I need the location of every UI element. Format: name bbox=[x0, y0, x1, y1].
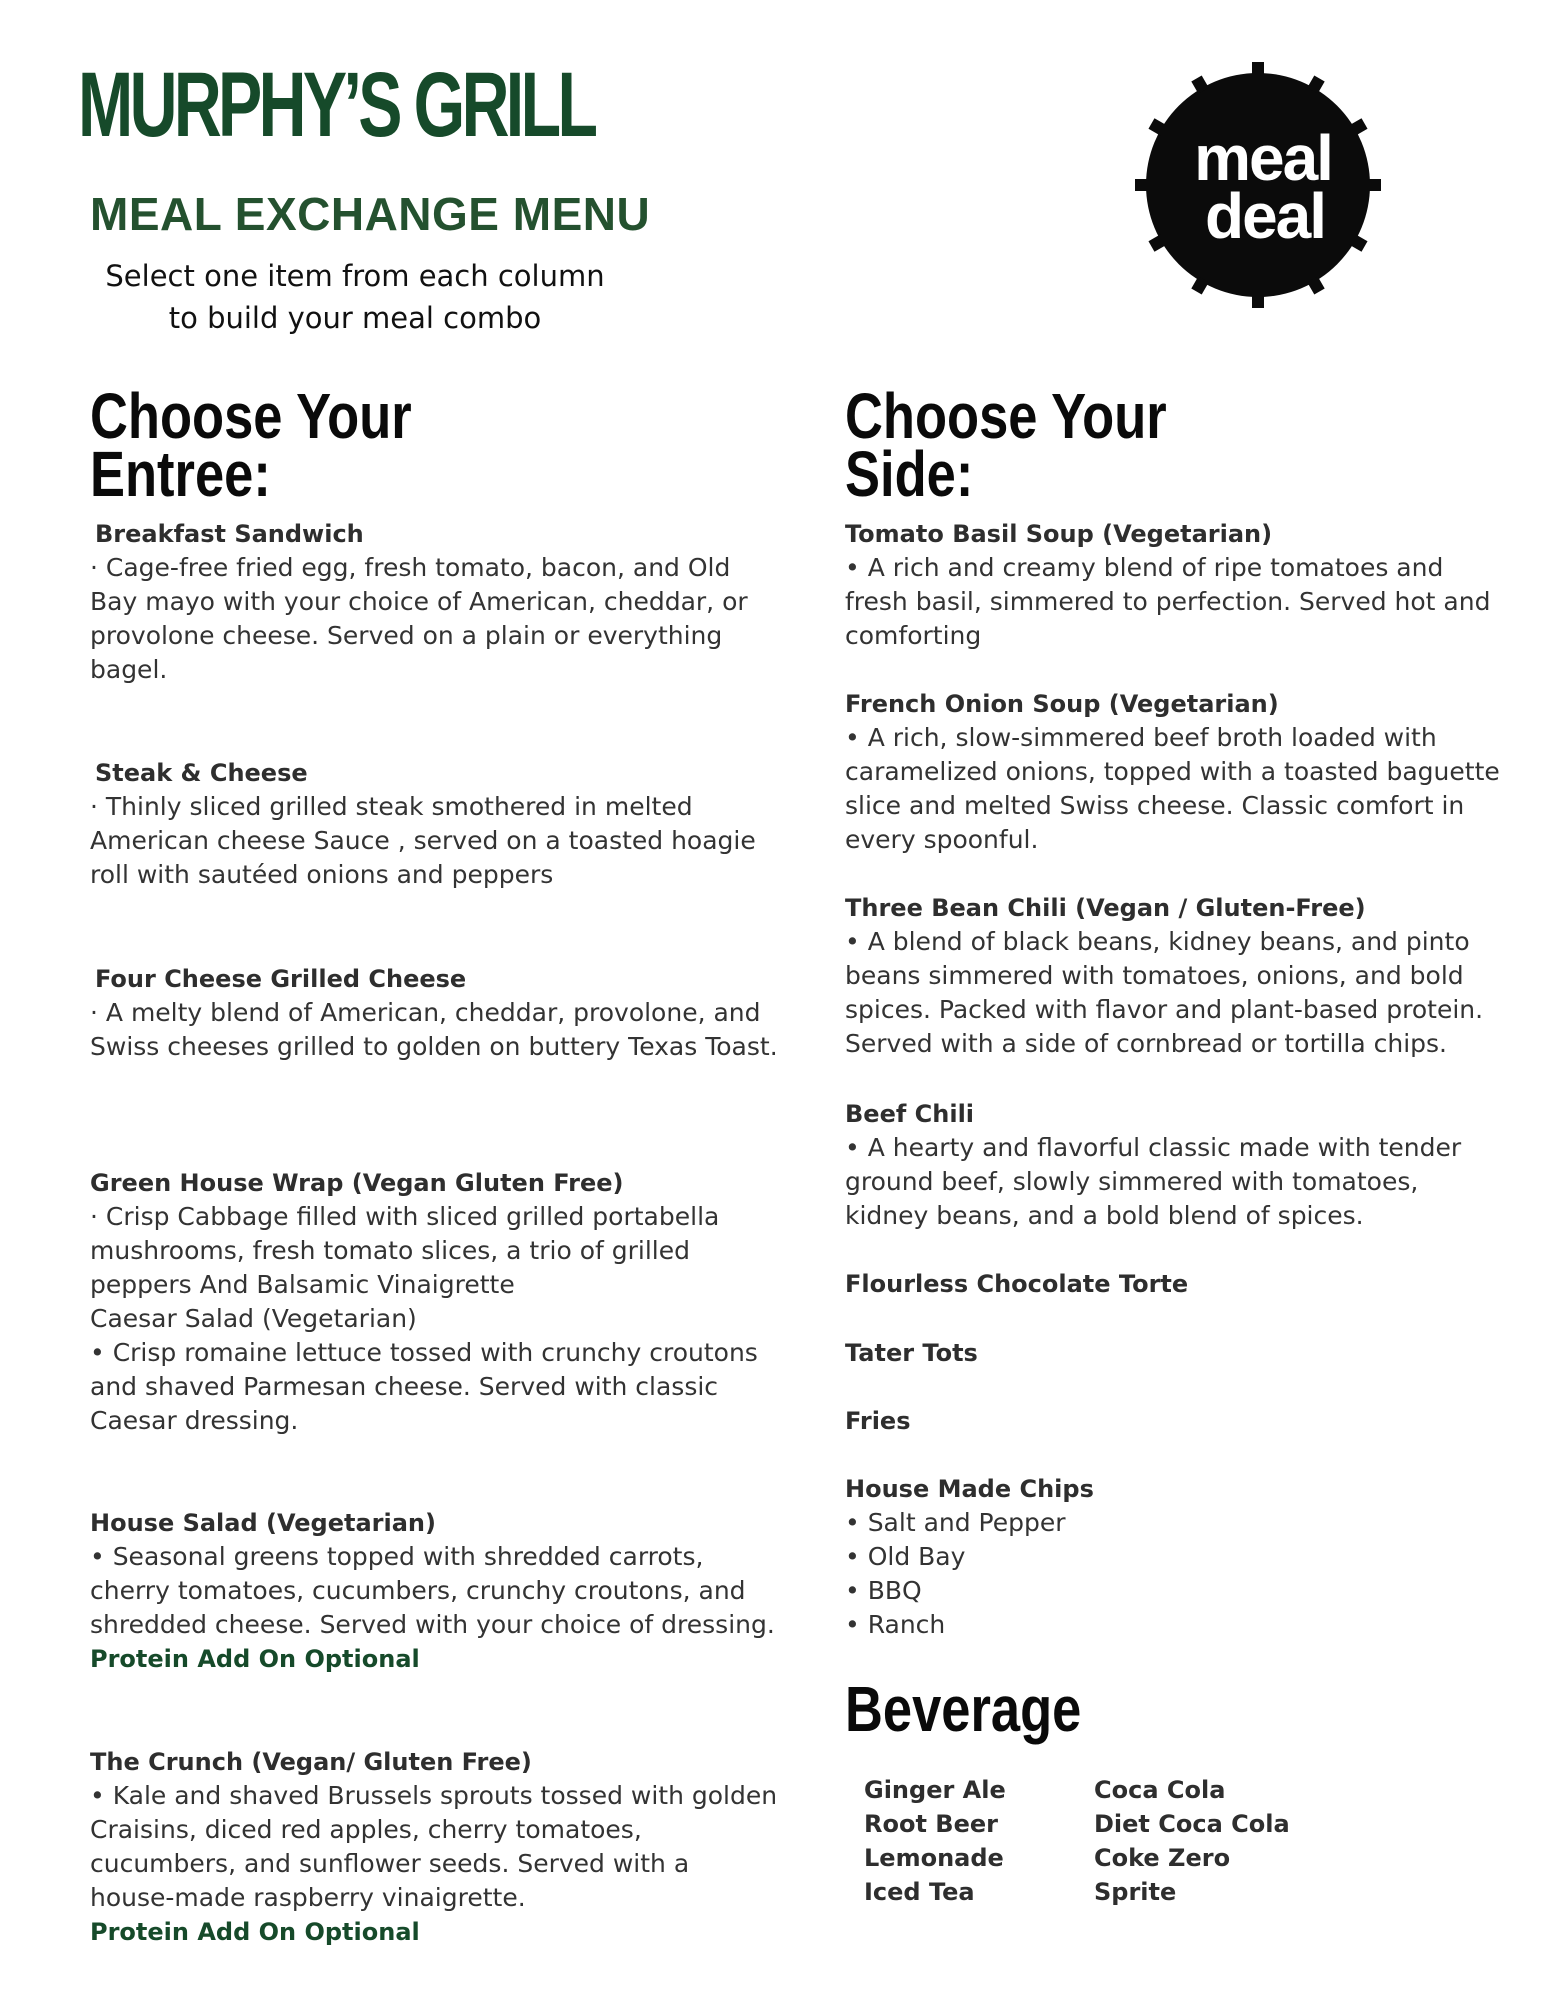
side-item-desc: • A hearty and flavorful classic made with tender ground beef, slowly simmered with tomatoes, kidney beans, and a bold blend of spices. bbox=[845, 1133, 1462, 1230]
beverage-item: Coca Cola bbox=[1094, 1776, 1226, 1804]
side-item-name: Fries bbox=[845, 1407, 911, 1435]
side-item-name: Tater Tots bbox=[845, 1339, 978, 1367]
beverage-item: Lemonade bbox=[864, 1844, 1004, 1872]
entree-item-desc: · Thinly sliced grilled steak smothered in melted American cheese Sauce , served on a toasted hoagie roll with sautéed onions and peppers bbox=[90, 792, 756, 889]
chip-flavor: • Salt and Pepper bbox=[845, 1508, 1066, 1537]
entree-heading-line-2: Entree: bbox=[90, 438, 271, 510]
side-item bbox=[845, 1267, 1505, 1301]
chip-flavor: • Ranch bbox=[845, 1610, 946, 1639]
menu-subtitle: MEAL EXCHANGE MENU bbox=[90, 188, 651, 240]
side-item bbox=[845, 1336, 1505, 1370]
entree-item-extra-name: Caesar Salad (Vegetarian) bbox=[90, 1304, 417, 1333]
entree-item bbox=[90, 962, 780, 1064]
side-item-name: Three Bean Chili (Vegan / Gluten-Free) bbox=[845, 894, 1366, 922]
side-item bbox=[845, 517, 1505, 653]
entree-item-extra-desc: • Crisp romaine lettuce tossed with crunchy croutons and shaved Parmesan cheese. Served with classic Caesar dressing. bbox=[90, 1338, 758, 1435]
side-item bbox=[845, 1404, 1505, 1438]
side-item-desc: • A rich, slow-simmered beef broth loaded with caramelized onions, topped with a toasted baguette slice and melted Swiss cheese. Classic comfort in every spoonful. bbox=[845, 723, 1500, 854]
beverage-item: Sprite bbox=[1094, 1878, 1177, 1906]
side-item-desc: • A blend of black beans, kidney beans, and pinto beans simmered with tomatoes, onions, and bold spices. Packed with flavor and plant-based protein. Served with a side of cornbread or tortilla chips. bbox=[845, 927, 1484, 1058]
entree-item bbox=[90, 517, 780, 687]
meal-deal-logo bbox=[1135, 62, 1381, 308]
logo-text-line-2: deal bbox=[1204, 180, 1326, 252]
chip-flavor: • Old Bay bbox=[845, 1542, 966, 1571]
side-item-name: Flourless Chocolate Torte bbox=[845, 1270, 1189, 1298]
side-heading bbox=[845, 380, 1167, 510]
side-item bbox=[845, 1097, 1505, 1233]
entree-item-name: Green House Wrap (Vegan Gluten Free) bbox=[90, 1169, 624, 1197]
chip-flavor: • BBQ bbox=[845, 1576, 922, 1605]
entree-item-name: Steak & Cheese bbox=[95, 759, 308, 787]
beverage-item: Coke Zero bbox=[1094, 1844, 1231, 1872]
side-heading-line-2: Side: bbox=[845, 438, 974, 510]
logo-text-line-1: meal bbox=[1194, 122, 1332, 194]
entree-item-desc: • Kale and shaved Brussels sprouts tossed with golden Craisins, diced red apples, cherry tomatoes, cucumbers, and sunflower seeds. Served with a house-made raspberry vinaigrette. bbox=[90, 1781, 778, 1912]
beverage-list-1 bbox=[864, 1773, 1006, 1909]
side-item-name: French Onion Soup (Vegetarian) bbox=[845, 690, 1279, 718]
beverage-item: Iced Tea bbox=[864, 1878, 975, 1906]
entree-item-name: Breakfast Sandwich bbox=[95, 520, 364, 548]
protein-addon-note: Protein Add On Optional bbox=[90, 1918, 420, 1946]
protein-addon-note: Protein Add On Optional bbox=[90, 1645, 420, 1673]
beverage-heading: Beverage bbox=[845, 1673, 1082, 1745]
side-item bbox=[845, 687, 1505, 857]
beverage-item: Ginger Ale bbox=[864, 1776, 1006, 1804]
entree-item-desc: · A melty blend of American, cheddar, provolone, and Swiss cheeses grilled to golden on buttery Texas Toast. bbox=[90, 998, 778, 1061]
entree-item bbox=[90, 1166, 780, 1438]
beverage-item: Root Beer bbox=[864, 1810, 998, 1838]
entree-item bbox=[90, 1745, 780, 1949]
side-item-name: Beef Chili bbox=[845, 1100, 975, 1128]
side-item-name: Tomato Basil Soup (Vegetarian) bbox=[845, 520, 1273, 548]
beverage-list-2 bbox=[1094, 1773, 1290, 1909]
side-item bbox=[845, 891, 1505, 1061]
entree-item-name: House Salad (Vegetarian) bbox=[90, 1509, 436, 1537]
entree-heading bbox=[90, 380, 412, 510]
entree-item-desc: • Seasonal greens topped with shredded carrots, cherry tomatoes, cucumbers, crunchy croutons, and shredded cheese. Served with your choice of dressing. bbox=[90, 1542, 775, 1639]
entree-item-name: Four Cheese Grilled Cheese bbox=[95, 965, 467, 993]
side-item-desc: • A rich and creamy blend of ripe tomatoes and fresh basil, simmered to perfection. Served hot and comforting bbox=[845, 553, 1491, 650]
entree-item bbox=[90, 1506, 780, 1676]
side-heading-line-1: Choose Your bbox=[845, 380, 1167, 452]
entree-item-name: The Crunch (Vegan/ Gluten Free) bbox=[90, 1748, 532, 1776]
side-item-name: House Made Chips bbox=[845, 1475, 1094, 1503]
entree-item-desc: · Crisp Cabbage filled with sliced grilled portabella mushrooms, fresh tomato slices, a trio of grilled peppers And Balsamic Vinaigrette bbox=[90, 1202, 720, 1299]
side-item bbox=[845, 1472, 1505, 1642]
instructions bbox=[90, 255, 620, 339]
instructions-line-1: Select one item from each column bbox=[105, 259, 605, 293]
entree-heading-line-1: Choose Your bbox=[90, 380, 412, 452]
beverage-item: Diet Coca Cola bbox=[1094, 1810, 1290, 1838]
entree-item-desc: · Cage-free fried egg, fresh tomato, bacon, and Old Bay mayo with your choice of American, cheddar, or provolone cheese. Served on a plain or everything bagel. bbox=[90, 553, 748, 684]
restaurant-title: MURPHY’S GRILL bbox=[78, 54, 595, 156]
instructions-line-2: to build your meal combo bbox=[168, 301, 542, 335]
entree-item bbox=[90, 756, 780, 892]
